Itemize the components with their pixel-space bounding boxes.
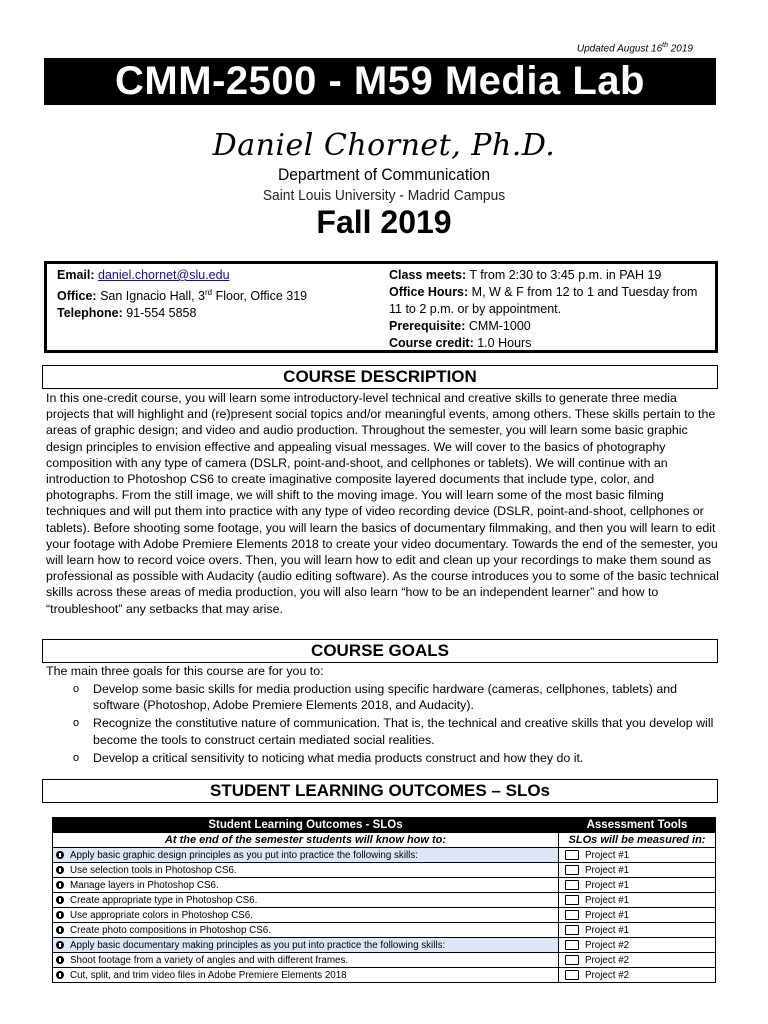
course-goals-heading: COURSE GOALS [42, 639, 718, 663]
goal-item: o Recognize the constitutive nature of communication. That is, the technical and creative skills that you develop will become the tools to construct certain mediated social realities. [46, 715, 720, 747]
contact-right-column [389, 267, 711, 352]
course-description-text: In this one-credit course, you will learn some introductory-level technical and creative skills to generate three media projects that will highlight and (re)present social topics and/or meaningful events, among others. These skills pertain to the areas of graphic design; and video and audio production. Throughout the semester, you will learn some basic graphic design principles to envision effective and appealing visual messages. We will cover to the basics of photography composition with any type of camera (DSLR, point-and-shoot, and cellphones or tablets). We will continue with an introduction to Photoshop CS6 to create imaginative composite layered documents that include type, color, and photographs. From the still image, we will shift to the moving image. You will learn some of the most basic filming techniques and will put them into practice with any type of video recording device (DSLR, point-and-shoot, cellphones or tablets). Before shooting some footage, you will learn the basics of documentary filmmaking, and then you will learn to edit your footage with Adobe Premiere Elements 2018 to create your video documentary. Towards the end of the semester, you will learn how to record voice overs. Then, you will learn how to edit and clean up your recordings to make them sound as professional as possible with Audacity (audio editing software). As the course introduces you to some of the basic technical skills across these areas of media production, you will also learn “how to be an independent learner” and how to “troubleshoot” any setbacks that may arise. [46, 391, 719, 616]
term: Fall 2019 [316, 204, 452, 240]
bullet-icon [56, 911, 64, 919]
table-row: Apply basic graphic design principles as you put into practice the following skills: Project #1 [53, 848, 716, 863]
bullet-icon [56, 851, 64, 859]
folder-icon [565, 925, 579, 935]
folder-icon [565, 910, 579, 920]
bullet-icon [56, 866, 64, 874]
folder-icon [565, 880, 579, 890]
table-row: Manage layers in Photoshop CS6. Project #1 [53, 878, 716, 893]
email-line: Email: daniel.chornet@slu.edu [57, 268, 230, 282]
table-row: Create appropriate type in Photoshop CS6. Project #1 [53, 893, 716, 908]
contact-left-column [57, 267, 377, 322]
office-hours-line: Office Hours: M, W & F from 12 to 1 and Tuesday from 11 to 2 p.m. or by appointment. [389, 285, 698, 316]
slo-table-header [53, 818, 716, 833]
credit-line: Course credit: 1.0 Hours [389, 336, 532, 350]
slo-subheader: At the end of the semester students will know how to: [53, 833, 559, 848]
goals-intro: The main three goals for this course are for you to: [46, 664, 324, 678]
email-link[interactable]: daniel.chornet@slu.edu [98, 268, 230, 282]
table-row: Use selection tools in Photoshop CS6. Project #1 [53, 863, 716, 878]
folder-icon [565, 850, 579, 860]
folder-icon [565, 865, 579, 875]
course-title: CMM-2500 - M59 Media Lab [44, 58, 716, 105]
updated-date: Updated August 16th 2019 [576, 42, 693, 55]
table-row: Shoot footage from a variety of angles and with different frames. Project #2 [53, 953, 716, 968]
bullet-icon [56, 881, 64, 889]
slo-heading: STUDENT LEARNING OUTCOMES – SLOs [42, 779, 718, 803]
goal-item: o Develop some basic skills for media production using specific hardware (cameras, cellphones, tablets) and software (Photoshop, Adobe Premiere Elements 2018, and Audacity). [46, 681, 720, 713]
assessment-column-header: Assessment Tools [559, 818, 716, 833]
bullet-icon [56, 926, 64, 934]
telephone-line: Telephone: 91-554 5858 [57, 306, 197, 321]
course-description-heading: COURSE DESCRIPTION [42, 365, 718, 389]
instructor-name: Daniel Chornet, Ph.D. [212, 128, 556, 163]
bullet-icon [56, 971, 64, 979]
slo-table-subheader [53, 833, 716, 848]
prerequisite-line: Prerequisite: CMM-1000 [389, 319, 531, 333]
university: Saint Louis University - Madrid Campus [262, 187, 506, 204]
folder-icon [565, 955, 579, 965]
slo-column-header: Student Learning Outcomes - SLOs [53, 818, 559, 833]
table-row: Create photo compositions in Photoshop CS6. Project #1 [53, 923, 716, 938]
assessment-subheader: SLOs will be measured in: [559, 833, 716, 848]
goal-item: o Develop a critical sensitivity to noticing what media products construct and how they do it. [46, 750, 720, 766]
class-meets-line: Class meets: T from 2:30 to 3:45 p.m. in PAH 19 [389, 268, 662, 282]
bullet-icon [56, 896, 64, 904]
slo-table [52, 817, 716, 983]
department: Department of Communication [277, 165, 491, 184]
bullet-icon [56, 941, 64, 949]
table-row: Use appropriate colors in Photoshop CS6. Project #1 [53, 908, 716, 923]
office-line: Office: San Ignacio Hall, 3rd Floor, Office 319 [57, 288, 308, 304]
folder-icon [565, 895, 579, 905]
table-row: Apply basic documentary making principles as you put into practice the following skills: Project #2 [53, 938, 716, 953]
table-row: Cut, split, and trim video files in Adobe Premiere Elements 2018 Project #2 [53, 968, 716, 983]
goals-list [46, 681, 720, 768]
contact-info-box [44, 261, 718, 353]
folder-icon [565, 970, 579, 980]
folder-icon [565, 940, 579, 950]
bullet-icon [56, 956, 64, 964]
